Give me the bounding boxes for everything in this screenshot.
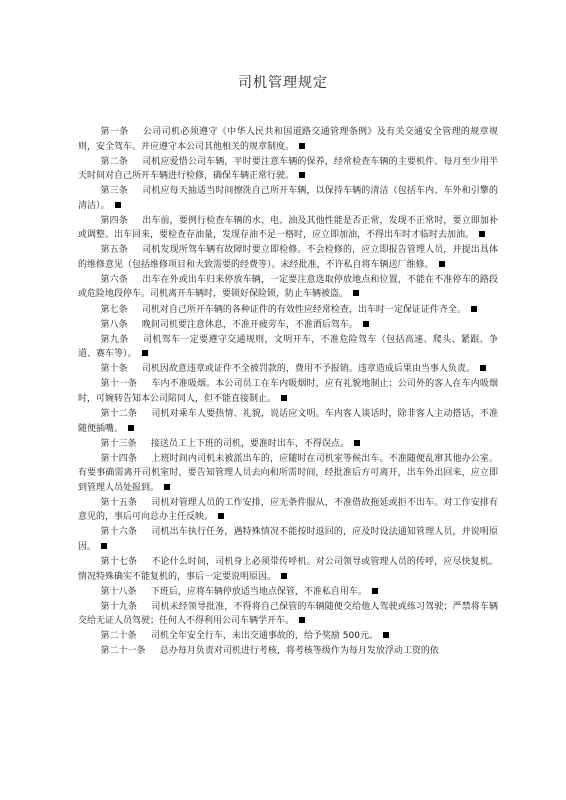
end-square-icon (354, 440, 360, 446)
end-square-icon (128, 425, 134, 431)
article-text: 司机应每天抽适当时间擦洗自己所开车辆，以保持车辆的清洁（包括车内、车外和引擎的清洁）。 (78, 186, 498, 211)
end-square-icon (471, 306, 477, 312)
article-label: 第十四条 (100, 453, 137, 464)
article-paragraph (78, 362, 498, 377)
article-label: 第十八条 (100, 586, 137, 597)
article-paragraph (78, 303, 498, 318)
end-square-icon (363, 321, 369, 327)
end-square-icon (299, 172, 305, 178)
article-label: 第六条 (100, 274, 128, 285)
article-paragraph (78, 525, 498, 554)
article-paragraph (78, 629, 498, 644)
end-square-icon (383, 632, 389, 638)
article-paragraph (78, 155, 498, 184)
article-paragraph (78, 333, 498, 362)
article-paragraph (78, 644, 498, 659)
article-text: 司机对乘车人要热情、礼貌，说话应文明。车内客人谈话时，除非客人主动搭话，不准随便插嘴。 (78, 409, 498, 434)
article-label: 第八条 (100, 319, 128, 330)
article-text: 公司司机必须遵守《中华人民共和国道路交通管理条例》及有关交通安全管理的规章规则，安全驾车。并应遵守本公司其他相关的规章制度。 (78, 127, 498, 152)
article-label: 第二十条 (100, 631, 137, 642)
end-square-icon (218, 513, 224, 519)
article-label: 第二条 (100, 156, 128, 167)
article-label: 第十九条 (100, 601, 137, 612)
article-text: 出车前，要例行检查车辆的水、电、油及其他性能是否正常，发现不正常时，要立即加补或调整。出车回来，要检查存油量，发现存油不足一格时，应立即加油，不得出车时才临时去加油。 (78, 215, 498, 241)
article-paragraph (78, 243, 498, 272)
article-text: 司机发现所驾车辆有故障时要立即检修。不会检修的，应立即报告管理人员，并提出具体的维修意见（包括维修项目和大致需要的经费等）。未经批准，不许私自将车辆送厂维修。 (78, 245, 498, 270)
article-paragraph (78, 377, 498, 406)
article-label: 第四条 (100, 215, 128, 226)
article-paragraph (78, 184, 498, 213)
article-text: 车内不准吸烟。本公司员工在车内吸烟时，应有礼貌地制止；公司外的客人在车内吸烟时，可婉转告知本公司陪同人，但不能直接制止。 (78, 379, 498, 404)
article-paragraph (78, 585, 498, 600)
article-paragraph (78, 214, 498, 243)
article-paragraph (78, 437, 498, 452)
end-square-icon (353, 290, 359, 296)
article-label: 第七条 (100, 304, 128, 315)
article-text: 司机应爱惜公司车辆，平时要注意车辆的保养，经常检查车辆的主要机件。每月至少用半天时间对自己所开车辆进行检修，确保车辆正常行驶。 (78, 156, 498, 182)
article-text: 司机未经领导批准，不得将自己保管的车辆随便交给他人驾驶或练习驾驶；严禁将车辆交给无证人员驾驶；任何人不得利用公司车辆学开车。 (78, 601, 498, 627)
article-text: 出车在外或出车归来停放车辆，一定要注意选取停放地点和位置，不能在不准停车的路段或危险地段停车。司机离开车辆时，要锁好保险锁，防止车辆被盗。 (78, 274, 498, 300)
article-text: 司机因故意违章或证件不全被罚款的，费用不予报销。违章造成后果由当事人负责。 (141, 364, 475, 375)
end-square-icon (480, 365, 486, 371)
article-text: 司机驾车一定要遵守交通规则，文明开车，不准危险驾车（包括高速、爬头、紧跟、争道、赛车等）。 (78, 334, 498, 360)
end-square-icon (164, 484, 170, 490)
article-text: 上班时间内司机未被派出车的，应随时在司机室等候出车。不准随便乱窜其他办公室。有要事确需离开司机室时，要告知管理人员去向和所需时间，经批准后方可离开，出车外出回来，应立即到管理人员处报到。 (78, 453, 498, 493)
article-text: 司机全年安全行车，未出交通事故的，给予奖励 500元。 (150, 631, 378, 642)
article-label: 第三条 (100, 186, 128, 197)
article-list (78, 125, 498, 659)
article-label: 第十七条 (100, 557, 137, 567)
article-text: 晚间司机要注意休息，不准开疲劳车，不准酒后驾车。 (141, 319, 358, 330)
article-label: 第十三条 (100, 438, 137, 449)
article-label: 第十六条 (100, 527, 137, 538)
article-text: 总办每月负责对司机进行考核，将考核等级作为每月发放浮动工资的依 (159, 646, 439, 657)
end-square-icon (281, 395, 287, 401)
end-square-icon (299, 143, 305, 149)
article-label: 第一条 (100, 127, 129, 137)
article-label: 第十条 (100, 364, 128, 375)
article-label: 第五条 (100, 245, 128, 256)
page-title: 司机管理规定 (238, 75, 328, 91)
end-square-icon (281, 573, 287, 579)
article-paragraph (78, 318, 498, 333)
article-paragraph (78, 273, 498, 302)
article-paragraph (78, 125, 498, 154)
article-paragraph (78, 452, 498, 496)
end-square-icon (479, 231, 485, 237)
article-label: 第九条 (100, 334, 129, 345)
end-square-icon (439, 261, 445, 267)
article-text: 司机出车执行任务，遇特殊情况不能按时返回的，应及时设法通知管理人员，并说明原因。 (78, 527, 498, 552)
article-paragraph (78, 555, 498, 584)
article-paragraph (78, 496, 498, 525)
article-text: 接送员工上下班的司机，要准时出车，不得误点。 (150, 438, 349, 449)
article-label: 第十五条 (100, 497, 137, 508)
article-label: 第二十一条 (100, 646, 146, 657)
article-text: 下班后，应将车辆停放适当地点保管，不准私自用车。 (150, 586, 367, 597)
article-text: 司机对管理人员的工作安排，应无条件服从，不准借故拖延或拒不出车。对工作安排有意见的，事后可向总办主任反映。 (78, 497, 498, 523)
end-square-icon (101, 543, 107, 549)
end-square-icon (372, 588, 378, 594)
article-text: 司机对自己所开车辆的各种证件的有效性应经常检查，出车时一定保证证件齐全。 (141, 304, 466, 315)
end-square-icon (142, 350, 148, 356)
article-label: 第十二条 (100, 409, 137, 420)
end-square-icon (115, 202, 121, 208)
article-text: 不论什么时间，司机身上必须带传呼机。对公司领导或管理人员的传呼，应尽快复机。情况特殊确实不能复机的，事后一定要说明原因。 (78, 557, 498, 582)
end-square-icon (299, 617, 305, 623)
article-paragraph (78, 407, 498, 436)
article-label: 第十一条 (100, 379, 137, 390)
article-paragraph (78, 600, 498, 629)
